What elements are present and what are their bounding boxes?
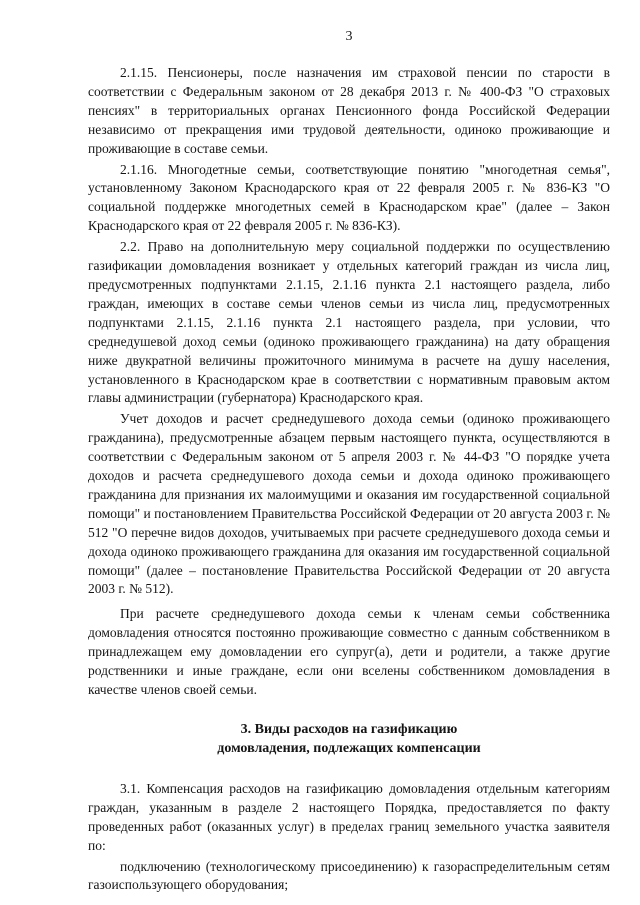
page-number: 3 (345, 29, 353, 44)
paragraph-2-2: 2.2. Право на дополнительную меру социальной поддержки по осуществлению газификации домовладения возникает у отдельных категорий граждан из числа лиц, предусмотренных подпунктами 2.1.15, 2.1.16 пункта 2.1 настоящего раздела, либо граждан, имеющих в составе семьи членов семьи из числа лиц, предусмотренных подпунктами 2.1.15, 2.1.16 пункта 2.1 настоящего раздела, при условии, что среднедушевой доход семьи (одиноко проживающего гражданина) на дату обращения ниже двукратной величины прожиточного минимума в расчете на душу населения, установленного в Краснодарском крае в соответствии с нормативным правовым актом главы администрации (губернатора) Краснодарского края. (88, 239, 610, 406)
paragraph-3-1-connection: подключению (технологическому присоединению) к газораспределительным сетям газоиспользующего оборудования; (88, 858, 610, 893)
paragraph-family-members: При расчете среднедушевого дохода семьи к членам семьи собственника домовладения относятся постоянно проживающие совместно с данным собственником в принадлежащем ему домовладении его супруг(а), дети и родители, а также другие родственники и иные граждане, если они вселены собственником домовладения в качестве членов своей семьи. (88, 606, 610, 697)
section-3-heading (88, 720, 610, 758)
paragraph-3-1: 3.1. Компенсация расходов на газификацию домовладения отдельным категориям граждан, указанным в разделе 2 настоящего Порядка, предоставляется по факту проведенных работ (оказанных услуг) в пределах границ земельного участка заявителя по: (88, 780, 610, 853)
document-page (88, 28, 610, 897)
paragraph-2-1-16: 2.1.16. Многодетные семьи, соответствующие понятию "многодетная семья", установленному Законом Краснодарского края от 22 февраля 2005 г. № 836-КЗ "О социальной поддержке многодетных семей в Краснодарском крае" (далее – Закон Краснодарского края от 22 февраля 2005 г. № 836-КЗ). (88, 161, 610, 234)
paragraph-2-1-15: 2.1.15. Пенсионеры, после назначения им страховой пенсии по старости в соответствии с Федеральным законом от 28 декабря 2013 г. № 400-ФЗ "О страховых пенсиях" в территориальных органах Пенсионного фонда Российской Федерации независимо от прекращения ими трудовой деятельности, одиноко проживающие и проживающие в составе семьи. (88, 65, 610, 156)
section-heading-line-2: домовладения, подлежащих компенсации (217, 740, 481, 756)
section-heading-line-1: 3. Виды расходов на газификацию (240, 721, 458, 737)
paragraph-income-calculation: Учет доходов и расчет среднедушевого дохода семьи (одиноко проживающего гражданина), предусмотренные абзацем первым настоящего пункта, осуществляются в соответствии с Федеральным законом от 5 апреля 2003 г. № 44-ФЗ "О порядке учета доходов и расчета среднедушевого дохода семьи и дохода одиноко проживающего гражданина для признания их малоимущими и оказания им государственной социальной помощи" и постановлением Правительства Российской Федерации от 20 августа 2003 г. № 512 "О перечне видов доходов, учитываемых при расчете среднедушевого дохода семьи и дохода одиноко проживающего гражданина для оказания им государственной социальной помощи" (далее – постановление Правительства Российской Федерации от 20 августа 2003 г. № 512). (88, 411, 610, 597)
